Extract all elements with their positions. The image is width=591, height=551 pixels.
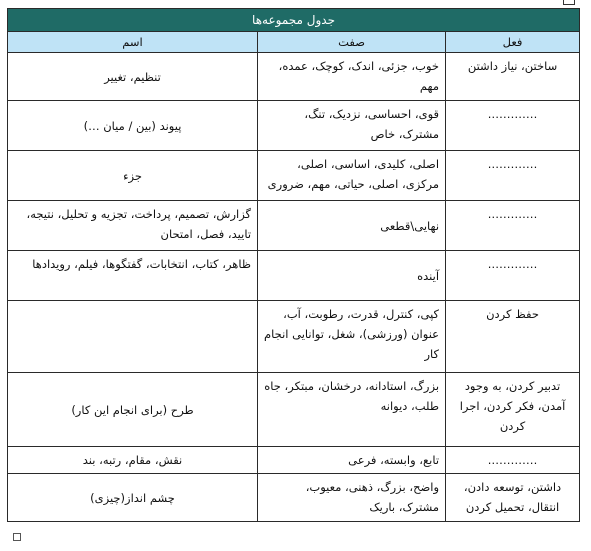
- cell-noun: نقش، مقام، رتبه، بند: [8, 447, 258, 474]
- table-row: [8, 373, 580, 447]
- collocation-table-container: [7, 8, 579, 522]
- cell-adjective: نهایی\قطعی: [258, 201, 446, 251]
- cell-adjective: خوب، جزئی، اندک، کوچک، عمده، مهم: [258, 53, 446, 101]
- table-row: [8, 53, 580, 101]
- table-title-row: [8, 9, 580, 32]
- cell-adjective: کپی، کنترل، قدرت، رطوبت، آب، عنوان (ورزشی)، شغل، توانایی انجام کار: [258, 301, 446, 373]
- table-row: [8, 447, 580, 474]
- cell-noun: ظاهر، کتاب، انتخابات، گفتگوها، فیلم، رویدادها: [8, 251, 258, 301]
- document-corner-mark: [563, 0, 575, 5]
- header-verb: فعل: [446, 32, 580, 53]
- cell-verb: ………….: [446, 201, 580, 251]
- cell-noun: پیوند (بین / میان …): [8, 101, 258, 151]
- table-row: [8, 474, 580, 522]
- cell-verb: تدبیر کردن، به وجود آمدن، فکر کردن، اجرا کردن: [446, 373, 580, 447]
- cell-noun: چشم انداز(چیزی): [8, 474, 258, 522]
- table-row: [8, 201, 580, 251]
- cell-noun: تنظیم، تغییر: [8, 53, 258, 101]
- cell-noun: طرح (برای انجام این کار): [8, 373, 258, 447]
- paragraph-end-mark: [13, 533, 21, 541]
- table-row: [8, 151, 580, 201]
- cell-adjective: تابع، وابسته، فرعی: [258, 447, 446, 474]
- cell-adjective: اصلی، کلیدی، اساسی، اصلی، مرکزی، اصلی، حیاتی، مهم، ضروری: [258, 151, 446, 201]
- cell-noun: [8, 301, 258, 373]
- table-row: [8, 101, 580, 151]
- cell-verb: ………….: [446, 251, 580, 301]
- cell-verb: ………….: [446, 151, 580, 201]
- cell-verb: ………….: [446, 447, 580, 474]
- cell-adjective: آینده: [258, 251, 446, 301]
- table-row: [8, 301, 580, 373]
- header-adjective: صفت: [258, 32, 446, 53]
- table-row: [8, 251, 580, 301]
- table-header-row: [8, 32, 580, 53]
- cell-verb: ………….: [446, 101, 580, 151]
- cell-adjective: قوی، احساسی، نزدیک، تنگ، مشترک، خاص: [258, 101, 446, 151]
- cell-adjective: واضح، بزرگ، ذهنی، معیوب، مشترک، باریک: [258, 474, 446, 522]
- cell-noun: جزء: [8, 151, 258, 201]
- table-title: جدول مجموعه‌ها: [8, 9, 580, 32]
- cell-verb: حفظ کردن: [446, 301, 580, 373]
- cell-verb: داشتن، توسعه دادن، انتقال، تحمیل کردن: [446, 474, 580, 522]
- cell-adjective: بزرگ، استادانه، درخشان، مبتکر، جاه طلب، دیوانه: [258, 373, 446, 447]
- collocation-table: [7, 8, 580, 522]
- cell-verb: ساختن، نیاز داشتن: [446, 53, 580, 101]
- cell-noun: گزارش، تصمیم، پرداخت، تجزیه و تحلیل، نتیجه، تایید، فصل، امتحان: [8, 201, 258, 251]
- header-noun: اسم: [8, 32, 258, 53]
